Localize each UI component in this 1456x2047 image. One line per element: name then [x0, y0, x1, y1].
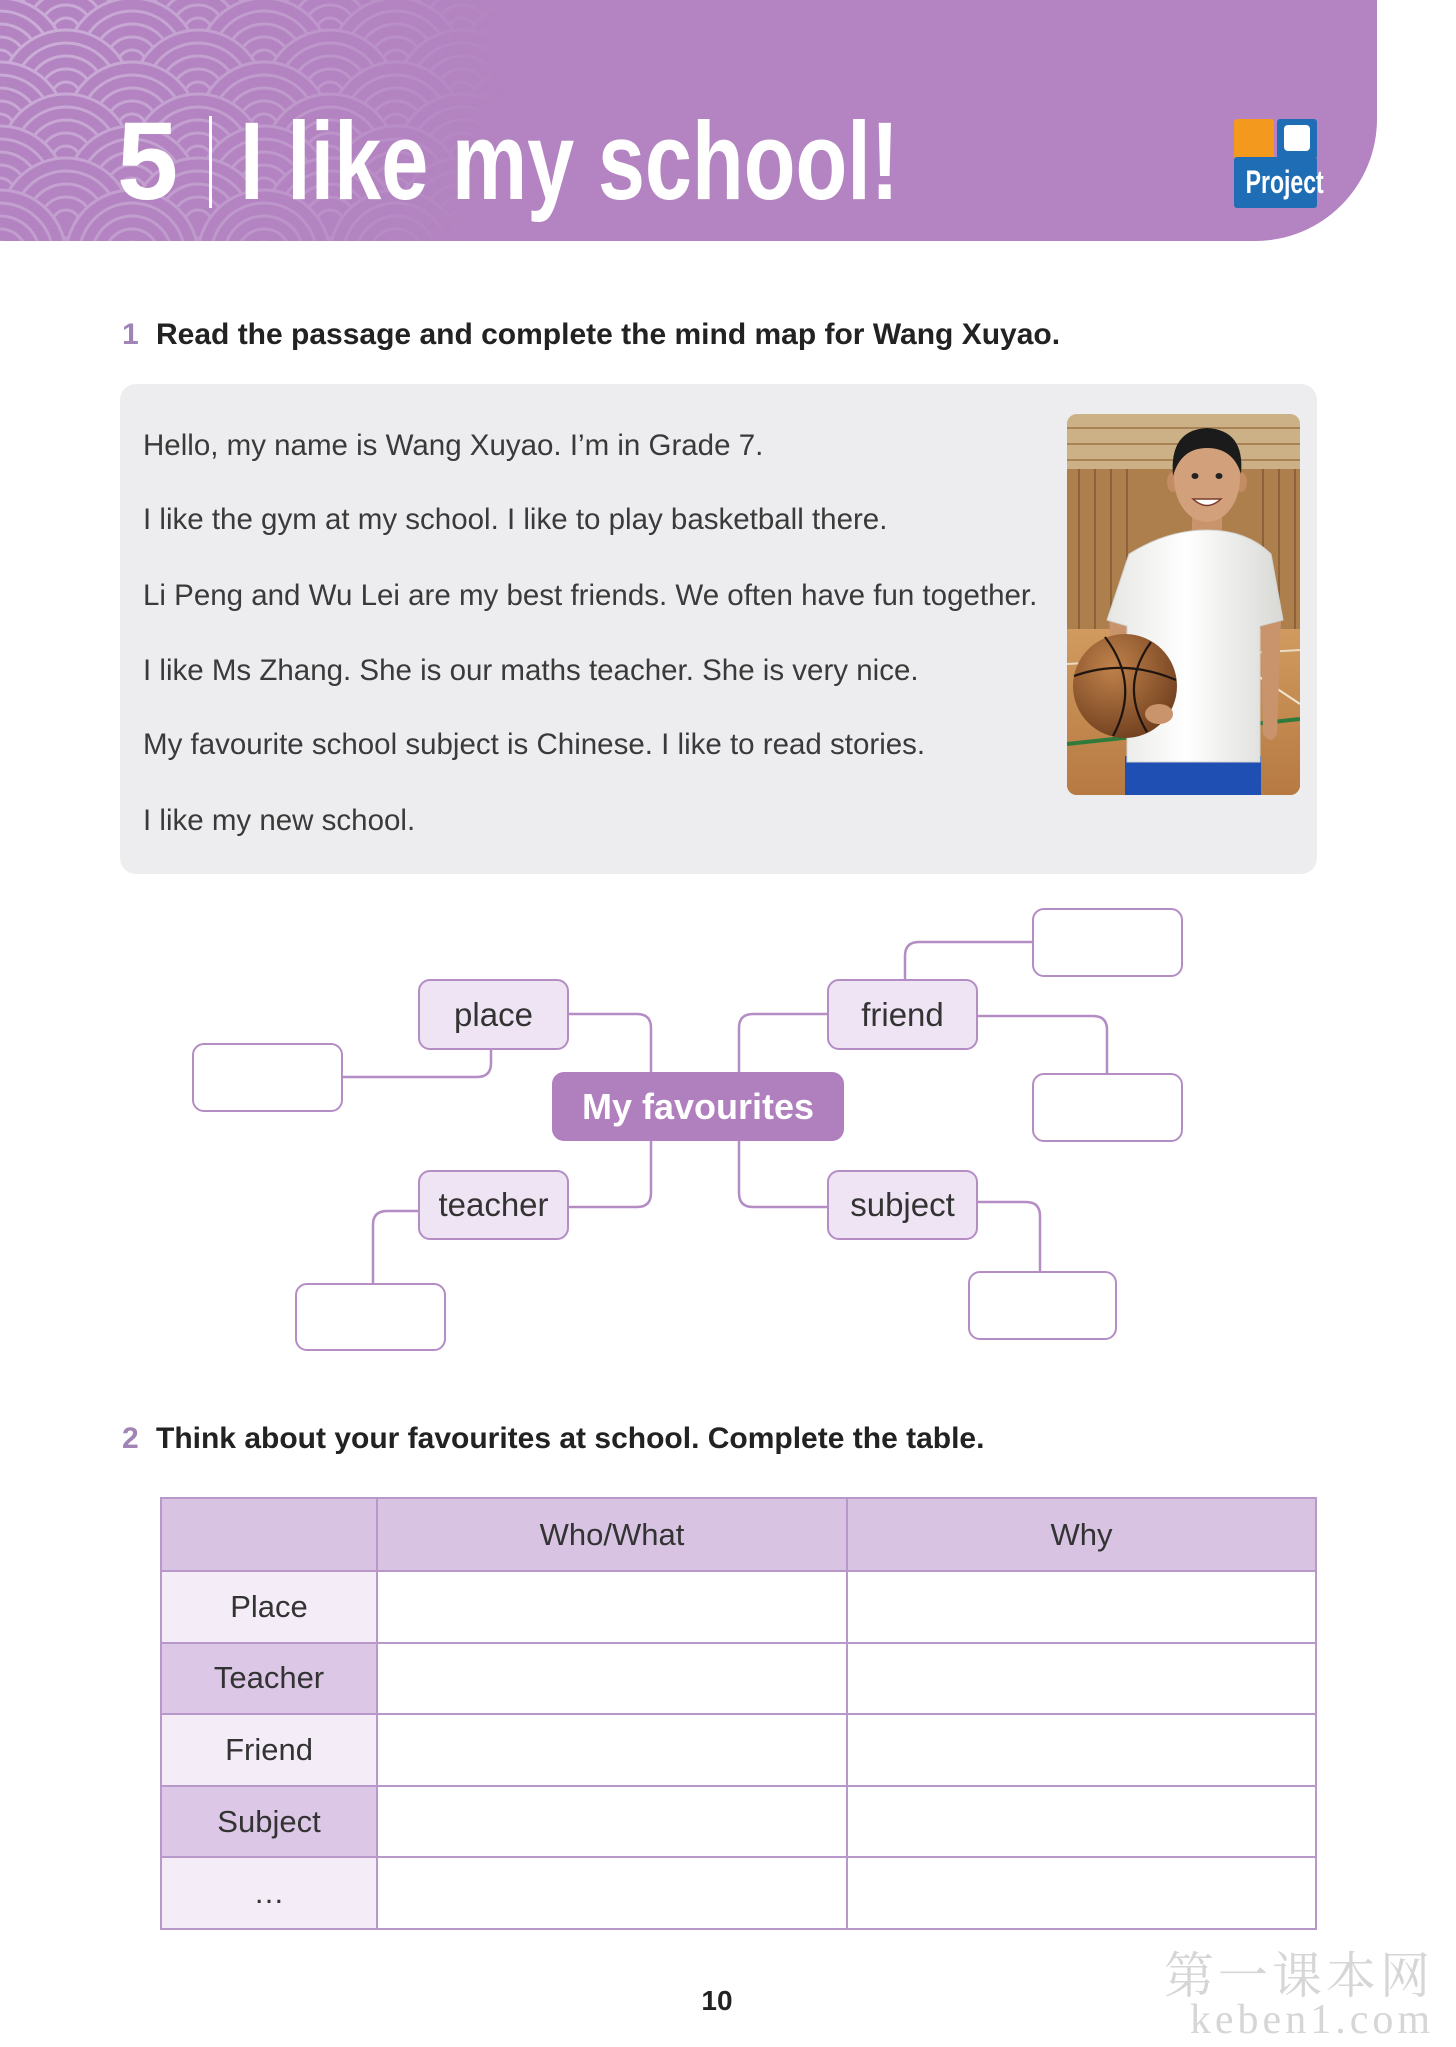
connector-place-answer [343, 1050, 491, 1077]
exercise-1-instruction: Read the passage and complete the mind map for Wang Xuyao. [156, 318, 1061, 351]
mind-map-node-teacher: teacher [418, 1170, 569, 1240]
favourites-table [160, 1497, 1317, 1930]
table-cell-empty [848, 1572, 1317, 1644]
connector-teacher-answer [373, 1211, 418, 1283]
table-header-who-what: Who/What [378, 1499, 848, 1572]
table-cell-empty [378, 1644, 848, 1716]
watermark-chinese: 第一课本网 [1164, 1948, 1434, 2004]
connector-friend-answer-right [978, 1016, 1107, 1073]
mind-map-node-place: place [418, 979, 569, 1050]
unit-number: 5 [117, 100, 179, 223]
connector-place-center [569, 1014, 651, 1072]
passage-line: I like my new school. [143, 804, 416, 837]
connector-center-teacher [569, 1141, 651, 1207]
answer-box-subject [968, 1271, 1117, 1340]
answer-box-friend-1 [1032, 908, 1183, 977]
table-header-corner [162, 1499, 378, 1572]
page-number: 10 [701, 1985, 733, 2016]
table-cell-empty [378, 1858, 848, 1930]
table-row-label-more: … [162, 1858, 378, 1930]
passage-line: Li Peng and Wu Lei are my best friends. We often have fun together. [143, 579, 1038, 612]
passage-line: My favourite school subject is Chinese. I like to read stories. [143, 728, 926, 761]
connector-friend-center [739, 1014, 827, 1072]
table-cell-empty [848, 1644, 1317, 1716]
table-cell-empty [378, 1715, 848, 1787]
answer-box-teacher [295, 1283, 446, 1351]
table-cell-empty [848, 1858, 1317, 1930]
badge-label: Project [1245, 164, 1324, 200]
table-cell-empty [378, 1572, 848, 1644]
exercise-1-number: 1 [122, 318, 139, 351]
watermark-url: keben1.com [1189, 1997, 1434, 2043]
passage-line: I like the gym at my school. I like to play basketball there. [143, 503, 888, 536]
mind-map-node-friend: friend [827, 979, 978, 1050]
table-header-why: Why [848, 1499, 1317, 1572]
mind-map-node-subject: subject [827, 1170, 978, 1240]
answer-box-place [192, 1043, 343, 1112]
table-row-label-teacher: Teacher [162, 1644, 378, 1716]
mind-map-center: My favourites [552, 1072, 844, 1141]
connector-center-subject [739, 1141, 827, 1207]
table-cell-empty [848, 1715, 1317, 1787]
exercise-2-instruction: Think about your favourites at school. Complete the table. [156, 1422, 985, 1455]
table-row-label-friend: Friend [162, 1715, 378, 1787]
answer-box-friend-2 [1032, 1073, 1183, 1142]
passage-line: Hello, my name is Wang Xuyao. I’m in Grade 7. [143, 429, 764, 462]
connector-subject-answer [978, 1202, 1040, 1271]
table-row-label-place: Place [162, 1572, 378, 1644]
table-cell-empty [378, 1787, 848, 1859]
table-cell-empty [848, 1787, 1317, 1859]
unit-title: I like my school! [240, 100, 899, 223]
exercise-2-number: 2 [122, 1422, 139, 1455]
connector-friend-answer-top [905, 942, 1032, 979]
table-row-label-subject: Subject [162, 1787, 378, 1859]
passage-line: I like Ms Zhang. She is our maths teacher. She is very nice. [143, 654, 919, 687]
